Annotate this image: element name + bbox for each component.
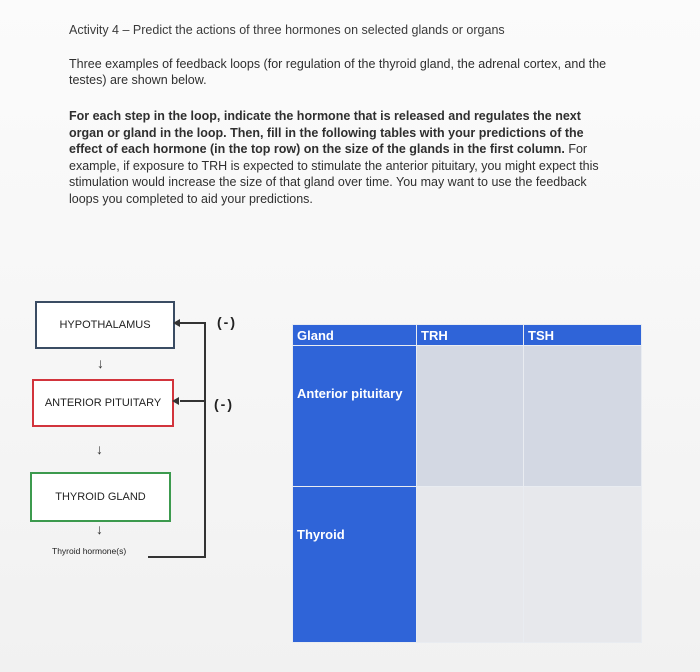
gland-cell-anterior-pituitary: Anterior pituitary: [293, 346, 417, 487]
feedback-line-bottom: [148, 556, 206, 558]
table-header-row: [293, 325, 642, 346]
column-header-tsh: TSH: [524, 325, 642, 346]
thyroid-gland-box: THYROID GLAND: [30, 472, 171, 522]
answer-cell-thyroid-tsh[interactable]: [524, 487, 642, 643]
instructions-normal: For example, if exposure to TRH is expected to stimulate the anterior pituitary, you might expect this stimulation would increase the size of that gland over time. You may want to use the feedback loops you completed to aid your predictions.: [69, 142, 599, 206]
intro-paragraph: Three examples of feedback loops (for regulation of the thyroid gland, the adrenal cortex, and the testes) are shown below.: [69, 57, 607, 87]
negative-feedback-label: (-): [217, 314, 237, 330]
column-header-gland: Gland: [293, 325, 417, 346]
instructions-bold: For each step in the loop, indicate the hormone that is released and regulates the next organ or gland in the loop. Then, fill in the following tables with your predictions of the effect of each hormone (in the top row) on the size of the glands in the first column.: [69, 109, 584, 156]
table-row: [293, 487, 642, 643]
feedback-line-to-hypothalamus: [180, 322, 206, 324]
answer-cell-pituitary-tsh[interactable]: [524, 346, 642, 487]
instructions-paragraph: [69, 108, 617, 207]
column-header-trh: TRH: [417, 325, 524, 346]
prediction-table: [292, 324, 642, 643]
anterior-pituitary-box: ANTERIOR PITUITARY: [32, 379, 174, 427]
down-arrow-icon: ↓: [97, 355, 104, 371]
answer-cell-pituitary-trh[interactable]: [417, 346, 524, 487]
thyroid-hormones-label: Thyroid hormone(s): [52, 546, 127, 556]
answer-cell-thyroid-trh[interactable]: [417, 487, 524, 643]
feedback-line-to-pituitary: [180, 400, 206, 402]
down-arrow-icon: ↓: [96, 441, 103, 457]
feedback-line-vertical: [204, 322, 206, 558]
down-arrow-icon: ↓: [96, 521, 103, 537]
gland-cell-thyroid: Thyroid: [293, 487, 417, 643]
arrowhead-left-icon: [173, 319, 180, 327]
negative-feedback-label: (-): [214, 396, 234, 412]
activity-title: Activity 4 – Predict the actions of three hormones on selected glands or organs: [69, 23, 505, 37]
arrowhead-left-icon: [172, 397, 179, 405]
table-row: [293, 346, 642, 487]
hypothalamus-box: HYPOTHALAMUS: [35, 301, 175, 349]
